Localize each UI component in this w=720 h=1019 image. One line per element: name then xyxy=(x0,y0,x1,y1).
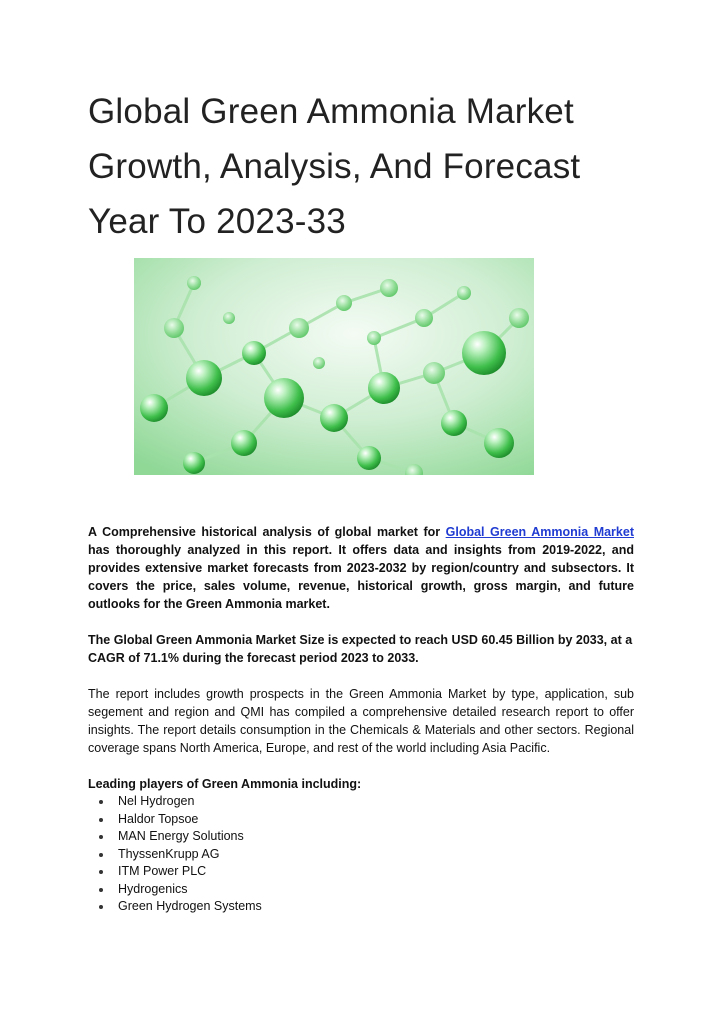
list-item: Nel Hydrogen xyxy=(88,793,262,811)
list-item: Green Hydrogen Systems xyxy=(88,898,262,916)
list-item: ITM Power PLC xyxy=(88,863,262,881)
intro-paragraph xyxy=(88,523,634,613)
molecule-icon xyxy=(134,258,534,475)
title-line-3: Year To 2023-33 xyxy=(88,202,346,241)
players-heading: Leading players of Green Ammonia including: xyxy=(88,777,362,791)
page-title xyxy=(88,84,648,249)
molecule-network-image xyxy=(134,258,534,475)
market-report-link[interactable]: Global Green Ammonia Market xyxy=(445,525,634,539)
list-item: Hydrogenics xyxy=(88,881,262,899)
intro-text-end: has thoroughly analyzed in this report. It offers data and insights from 2019-2022, and provides extensive market forecasts from 2023-2032 by region/country and subsectors. It covers the price, sales volume, revenue, historical growth, gross margin, and future outlooks for the Green Ammonia market. xyxy=(88,543,634,611)
list-item: MAN Energy Solutions xyxy=(88,828,262,846)
title-line-1: Global Green Ammonia Market xyxy=(88,92,574,131)
list-item: Haldor Topsoe xyxy=(88,811,262,829)
list-item: ThyssenKrupp AG xyxy=(88,846,262,864)
players-list xyxy=(88,793,262,916)
market-size-paragraph: The Global Green Ammonia Market Size is expected to reach USD 60.45 Billion by 2033, at a CAGR of 71.1% during the forecast period 2023 to 2033. xyxy=(88,633,633,665)
intro-text-start: A Comprehensive historical analysis of global market for xyxy=(88,525,446,539)
report-scope-paragraph: The report includes growth prospects in the Green Ammonia Market by type, application, sub segement and region and QMI has compiled a comprehensive detailed research report to offer insights. The report details consumption in the Chemicals & Materials and other sectors. Regional coverage spans North America, Europe, and rest of the world including Asia Pacific. xyxy=(88,687,634,755)
title-line-2: Growth, Analysis, And Forecast xyxy=(88,147,581,186)
